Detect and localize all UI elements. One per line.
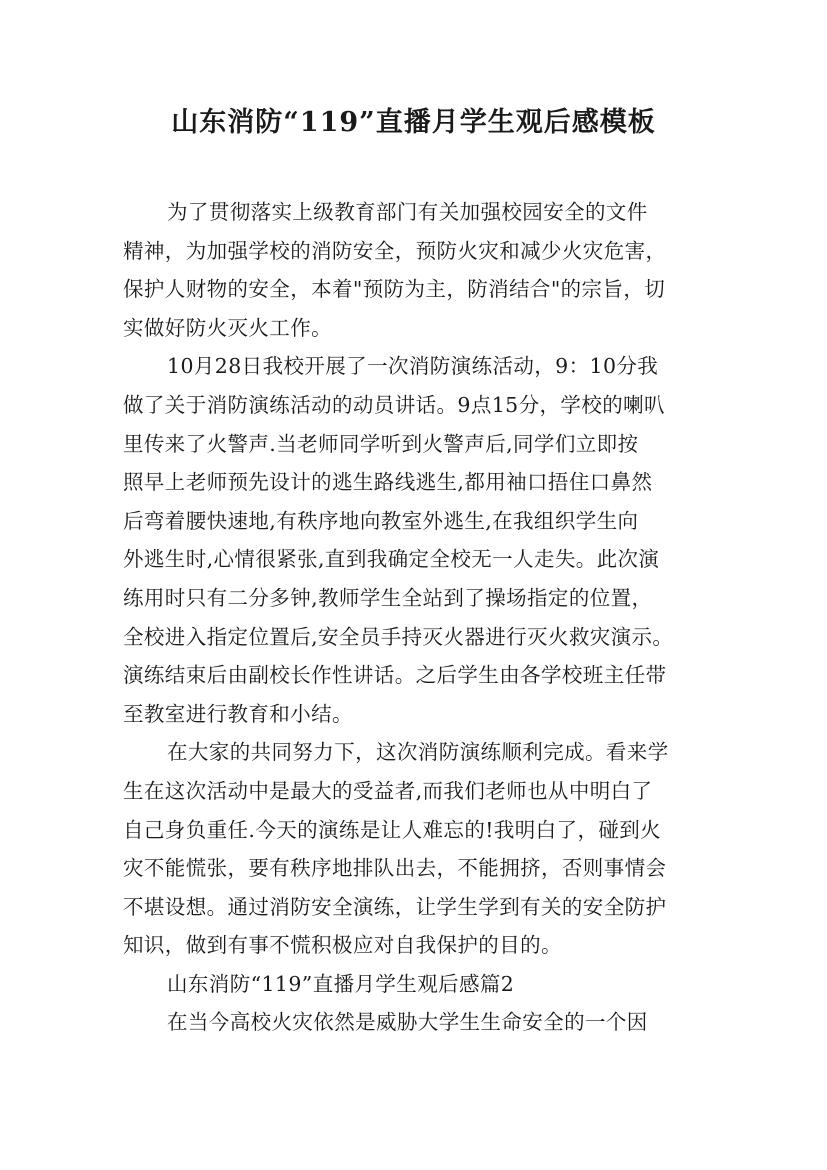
document-title: 山东消防“119”直播月学生观后感模板: [171, 107, 656, 138]
paragraph-line: 知识，做到有事不慌积极应对自我保护的目的。: [123, 933, 562, 958]
paragraph-line: 在大家的共同努力下，这次消防演练顺利完成。看来学: [167, 740, 669, 765]
paragraph-line: 精神，为加强学校的消防安全，预防火灾和减少火灾危害，: [123, 238, 667, 263]
paragraph-line: 做了关于消防演练活动的动员讲话。9点15分，学校的喇叭: [123, 392, 665, 417]
paragraph-line: 生在这次活动中是最大的受益者,而我们老师也从中明白了: [123, 778, 653, 803]
paragraph-line: 在当今高校火灾依然是威胁大学生生命安全的一个因: [167, 1010, 648, 1035]
paragraph-line: 里传来了火警声.当老师同学听到火警声后,同学们立即按: [123, 431, 639, 456]
paragraph-line: 自己身负重任.今天的演练是让人难忘的!我明白了，碰到火: [123, 817, 662, 842]
paragraph-line: 山东消防“119”直播月学生观后感篇2: [167, 971, 515, 996]
paragraph-line: 实做好防火灭火工作。: [123, 315, 332, 340]
paragraph-line: 外逃生时,心情很紧张,直到我确定全校无一人走失。此次演: [123, 547, 660, 572]
paragraph-line: 演练结束后由副校长作性讲话。之后学生由各学校班主任带: [123, 663, 667, 688]
paragraph-line: 不堪设想。通过消防安全演练，让学生学到有关的安全防护: [123, 894, 667, 919]
paragraph-line: 10月28日我校开展了一次消防演练活动，9：10分我: [167, 354, 659, 379]
paragraph-line: 照早上老师预先设计的逃生路线逃生,都用袖口捂住口鼻然: [123, 470, 653, 495]
paragraph-line: 全校进入指定位置后,安全员手持灭火器进行灭火救灾演示。: [123, 624, 674, 649]
paragraph-line: 保护人财物的安全，本着"预防为主，防消结合"的宗旨，切: [123, 277, 666, 302]
paragraph-line: 后弯着腰快速地,有秩序地向教室外逃生,在我组织学生向: [123, 508, 639, 533]
paragraph-line: 至教室进行教育和小结。: [123, 701, 353, 726]
paragraph-line: 为了贯彻落实上级教育部门有关加强校园安全的文件: [167, 200, 648, 224]
paragraph-line: 练用时只有二分多钟,教师学生全站到了操场指定的位置，: [123, 585, 653, 610]
document-body: [123, 193, 708, 1042]
paragraph-line: 灾不能慌张，要有秩序地排队出去，不能拥挤，否则事情会: [123, 856, 667, 881]
